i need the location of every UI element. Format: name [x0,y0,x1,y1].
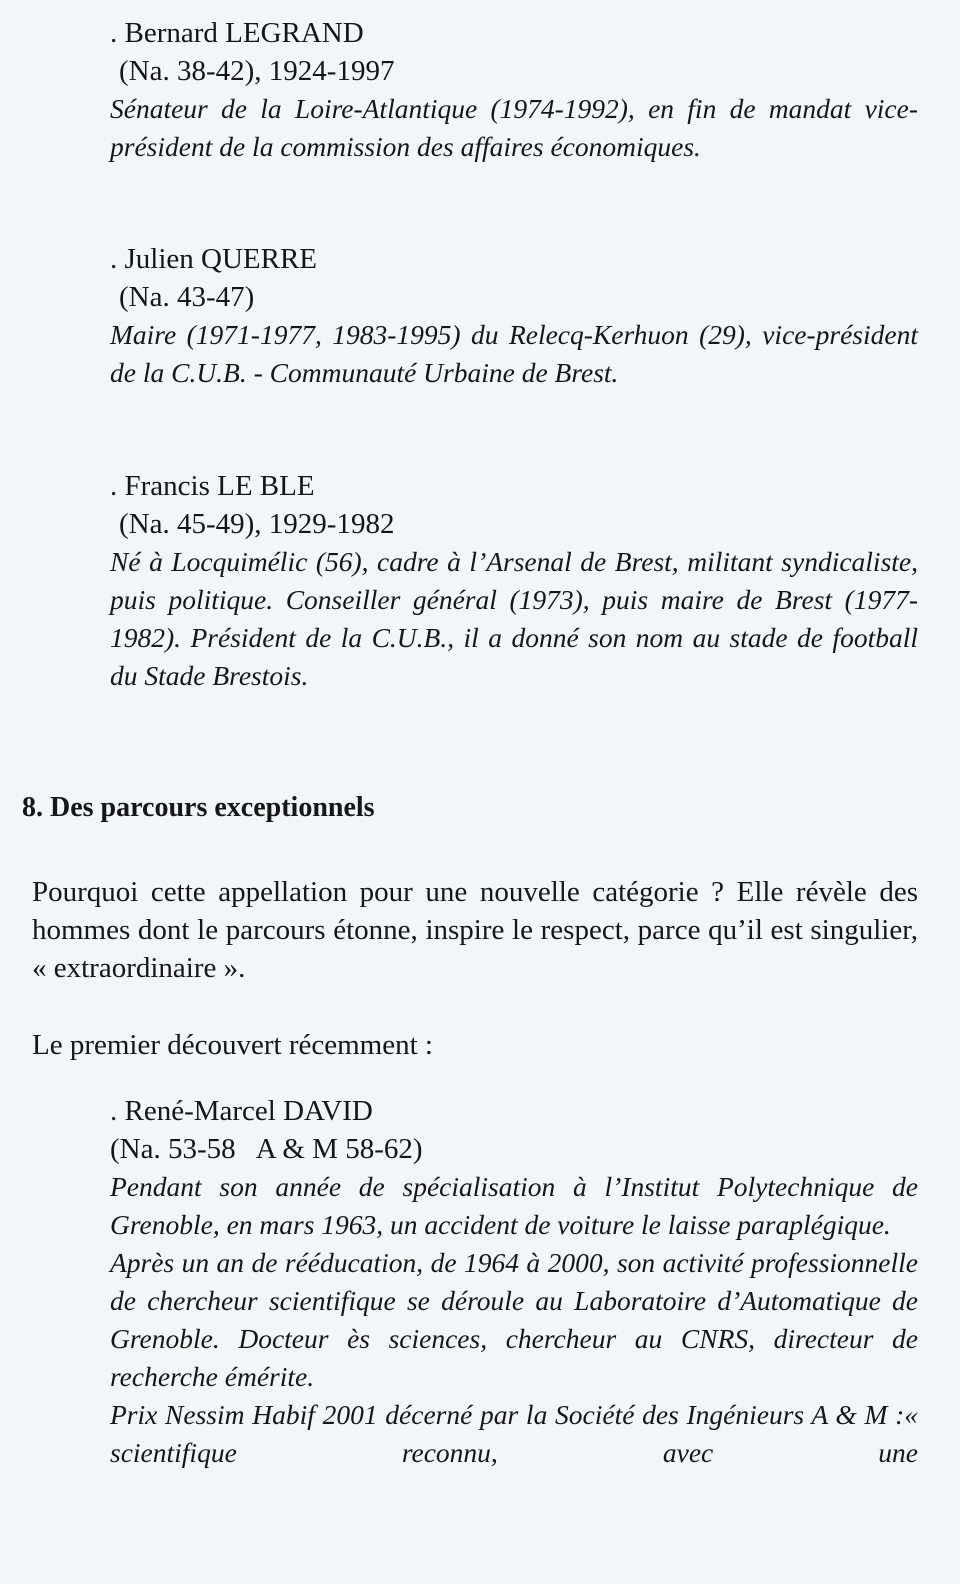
bio-paragraph: Prix Nessim Habif 2001 décerné par la Société des Ingénieurs A & M :« scientifique reconnu, avec une [110,1399,918,1468]
person-bio [110,90,918,166]
person-entry-legrand [110,14,918,166]
bio-paragraph: Maire (1971-1977, 1983-1995) du Relecq-Kerhuon (29), vice-président de la C.U.B. - Communauté Urbaine de Brest. [110,319,918,388]
bio-paragraph: Pendant son année de spécialisation à l’Institut Polytechnique de Grenoble, en mars 1963, un accident de voiture le laisse paraplégique. [110,1171,918,1240]
person-bio [110,543,918,695]
person-bio [110,1168,918,1472]
person-bio [110,316,918,392]
person-dates: (Na. 43-47) [119,281,255,313]
person-entry-david [110,1092,918,1472]
person-name: . Julien QUERRE [110,243,318,275]
person-name: . Francis LE BLE [110,470,315,502]
person-entry-querre [110,240,918,392]
person-name: . Bernard LEGRAND [110,17,364,49]
section-heading: 8. Des parcours exceptionnels [22,792,375,823]
bio-paragraph: Né à Locquimélic (56), cadre à l’Arsenal de Brest, militant syndicaliste, puis politique. Conseiller général (1973), puis maire de Brest (1977-1982). Président de la C.U.B., il a donné son nom au stade de football du Stade Brestois. [110,546,918,691]
person-dates: (Na. 45-49), 1929-1982 [119,508,395,540]
person-dates: (Na. 38-42), 1924-1997 [119,55,395,87]
person-name: . René-Marcel DAVID [110,1095,373,1127]
person-dates: (Na. 53-58 A & M 58-62) [110,1133,423,1165]
bio-paragraph: Après un an de rééducation, de 1964 à 2000, son activité professionnelle de chercheur scientifique se déroule au Laboratoire d’Automatique de Grenoble. Docteur ès sciences, chercheur au CNRS, directeur de recherche émérite. [110,1247,918,1392]
person-entry-le-ble [110,467,918,695]
section-lead: Le premier découvert récemment : [32,1029,433,1061]
section-intro: Pourquoi cette appellation pour une nouvelle catégorie ? Elle révèle des hommes dont le parcours étonne, inspire le respect, parce qu’il est singulier, « extraordinaire ». [32,876,918,984]
bio-paragraph: Sénateur de la Loire-Atlantique (1974-1992), en fin de mandat vice-président de la commission des affaires économiques. [110,93,918,162]
